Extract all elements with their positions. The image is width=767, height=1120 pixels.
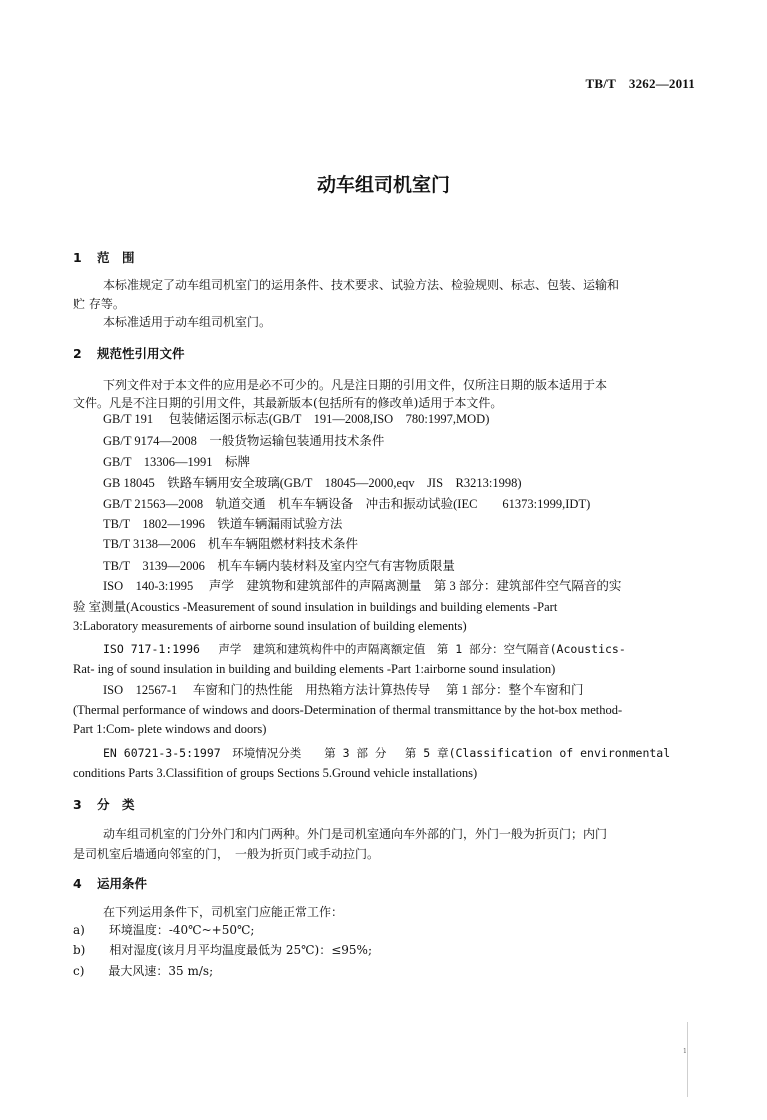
- section-heading-scope: [73, 248, 135, 266]
- reference-entry-iso717-cont: Rat- ing of sound insulation in building and building elements -Part 1:airborne sound insulation): [73, 662, 556, 676]
- margin-rule: [687, 1022, 688, 1097]
- section-title: 分 类: [97, 797, 135, 812]
- reference-entry-iso140-cont: 验 室测量(Acoustics -Measurement of sound insulation in buildings and building elements -Part: [73, 600, 558, 614]
- condition-item: b) 相对湿度(该月月平均温度最低为 25℃)：≤95%;: [73, 943, 373, 957]
- reference-entry: GB/T 9174—2008 一般货物运输包装通用技术条件: [103, 434, 385, 448]
- section-title: 范 围: [97, 250, 135, 265]
- condition-item: c) 最大风速：35 m/s;: [73, 964, 214, 978]
- reference-entry: GB 18045 铁路车辆用安全玻璃(GB/T 18045—2000,eqv JIS R3213:1998): [103, 476, 522, 490]
- reference-entry-iso12567-cont: Part 1:Com- plete windows and doors): [73, 722, 267, 736]
- reference-entry: GB/T 13306—1991 标牌: [103, 455, 250, 469]
- section-title: 运用条件: [97, 876, 148, 891]
- section-number: 2: [73, 346, 82, 361]
- reference-entry-iso12567: ISO 12567-1 车窗和门的热性能 用热箱方法计算热传导 第 1 部分：整个车窗和门: [103, 683, 584, 697]
- section-number: 1: [73, 250, 82, 265]
- reference-entry-iso717: ISO 717-1:1996 声学 建筑和建筑构件中的声隔离额定值 第 1 部分：空气隔音(Acoustics-: [103, 642, 626, 656]
- classification-paragraph-line: 是司机室后墙通向邻室的门， 一般为折页门或手动拉门。: [73, 847, 380, 861]
- condition-item: a) 环境温度：-40℃~+50℃;: [73, 923, 255, 937]
- section-heading-operating-conditions: [73, 874, 147, 892]
- reference-entry-iso140: ISO 140-3:1995 声学 建筑物和建筑部件的声隔离测量 第 3 部分：建筑部件空气隔音的实: [103, 579, 622, 593]
- reference-entry: TB/T 3139—2006 机车车辆内装材料及室内空气有害物质限量: [103, 559, 455, 573]
- classification-paragraph-line: 动车组司机室的门分外门和内门两种。外门是司机室通向车外部的门，外门一般为折页门；内门: [103, 827, 608, 841]
- scope-paragraph-line: 贮 存等。: [73, 297, 125, 311]
- reference-entry-iso140-cont: 3:Laboratory measurements of airborne sound insulation of building elements): [73, 619, 467, 633]
- section-heading-normative-references: [73, 344, 185, 362]
- section-number: 4: [73, 876, 82, 891]
- scope-paragraph-line: 本标准适用于动车组司机室门。: [103, 315, 272, 329]
- reference-entry-iso12567-cont: (Thermal performance of windows and doors-Determination of thermal transmittance by the hot-box method-: [73, 703, 623, 717]
- operating-conditions-intro: 在下列运用条件下，司机室门应能正常工作：: [103, 905, 344, 919]
- section-heading-classification: [73, 795, 135, 813]
- standard-code: TB/T 3262—2011: [585, 76, 695, 91]
- section-title: 规范性引用文件: [97, 346, 185, 361]
- reference-entry: TB/T 3138—2006 机车车辆阻燃材料技术条件: [103, 537, 358, 551]
- reference-entry: TB/T 1802—1996 铁道车辆漏雨试验方法: [103, 517, 343, 531]
- references-intro-line: 下列文件对于本文件的应用是必不可少的。凡是注日期的引用文件，仅所注日期的版本适用于本: [103, 378, 608, 392]
- references-intro-line: 文件。凡是不注日期的引用文件，其最新版本(包括所有的修改单)适用于本文件。: [73, 396, 503, 410]
- reference-entry: GB/T 21563—2008 轨道交通 机车车辆设备 冲击和振动试验(IEC 61373:1999,IDT): [103, 497, 591, 511]
- reference-entry-en60721: EN 60721-3-5:1997 环境情况分类 第 3 部 分 第 5 章(Classification of environmental: [103, 746, 671, 760]
- document-title: 动车组司机室门: [316, 174, 450, 196]
- page-number: 1: [683, 1048, 687, 1055]
- reference-entry-en60721-cont: conditions Parts 3.Classifition of groups Sections 5.Ground vehicle installations): [73, 766, 478, 780]
- reference-entry: GB/T 191 包装储运图示标志(GB/T 191—2008,ISO 780:1997,MOD): [103, 412, 490, 426]
- section-number: 3: [73, 797, 82, 812]
- scope-paragraph-line: 本标准规定了动车组司机室门的运用条件、技术要求、试验方法、检验规则、标志、包装、运输和: [103, 278, 620, 292]
